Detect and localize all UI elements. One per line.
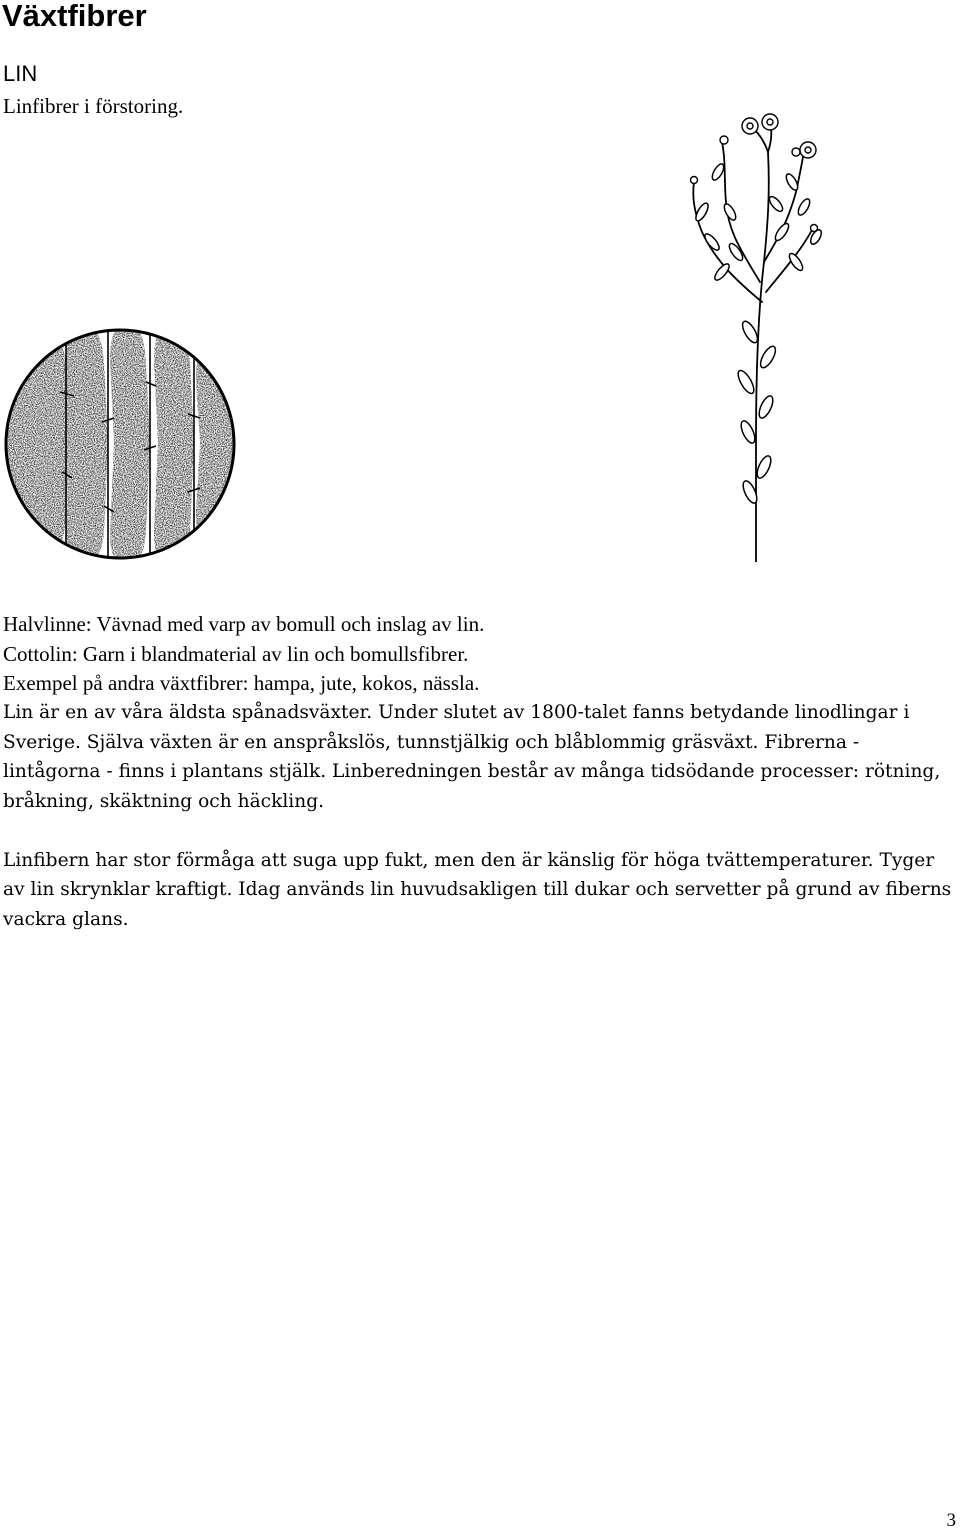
- paragraph-properties: Linfibern har stor förmåga att suga upp fukt, men den är känslig för höga tvättemperaturer. Tyger av lin skrynklar kraftigt. Idag används lin huvudsakligen till dukar och servetter på grund av fiberns vackra glans.: [3, 849, 952, 930]
- flax-fibers-magnified-illustration: [0, 322, 240, 562]
- paragraph-history: Lin är en av våra äldsta spånadsväxter. Under slutet av 1800-talet fanns betydande linodlingar i Sverige. Själva växten är en anspråkslös, tunnstjälkig och blåblommig gräsväxt. Fibrerna - lintågorna - finns i plantans stjälk. Linberedningen består av många tidsödande processer: rötning, bråkning, skäktning och häckling.: [3, 702, 941, 812]
- page-number: 3: [946, 1510, 956, 1531]
- page-title: Växtfibrer: [2, 0, 147, 33]
- flax-plant-illustration: [672, 112, 832, 562]
- definition-halvlinne: Halvlinne: Vävnad med varp av bomull och inslag av lin.: [3, 612, 485, 636]
- section-title: LIN: [3, 61, 38, 86]
- definition-cottolin: Cottolin: Garn i blandmaterial av lin och bomullsfibrer.: [3, 641, 469, 666]
- definitions-block: [3, 610, 948, 699]
- definition-examples: Exempel på andra växtfibrer: hampa, jute, kokos, nässla.: [3, 671, 480, 695]
- body-text: [3, 698, 953, 964]
- figure-caption: Linfibrer i förstoring.: [3, 94, 184, 118]
